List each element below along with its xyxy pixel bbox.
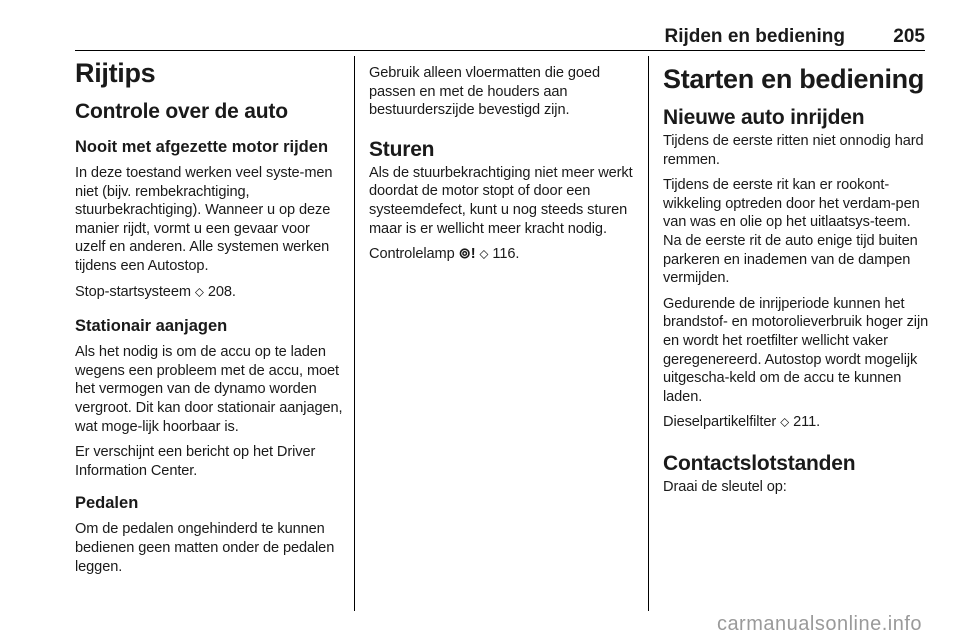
column-3 (663, 62, 931, 504)
paragraph: Gebruik alleen vloermatten die goed passen en met de houders aan bestuurderszijde bevestigd zijn. (369, 65, 600, 119)
heading-controle: Controle over de auto (75, 100, 288, 123)
section-title: Rijden en bediening (664, 26, 845, 47)
heading-sturen: Sturen (369, 137, 435, 161)
paragraph: Tijdens de eerste ritten niet onnodig hard remmen. (663, 133, 924, 168)
heading-starten: Starten en bediening (663, 64, 925, 94)
ref-label: Dieselpartikelfilter (663, 414, 777, 431)
paragraph: Er verschijnt een bericht op het Driver Information Center. (75, 444, 316, 479)
paragraph: Als de stuurbekrachtiging niet meer werkt doordat de motor stopt of door een systeemdefect, kunt u nog steeds sturen maar is er wellicht meer kracht nodig. (369, 164, 633, 237)
column-divider-2 (648, 56, 649, 611)
ref-page: 211. (793, 414, 821, 431)
ref-page: 208. (207, 283, 236, 300)
steering-warning-icon: ⊚! (458, 246, 476, 263)
ref-label: Stop-startsysteem (75, 283, 191, 300)
ref-label: Controlelamp (369, 246, 455, 263)
page-number: 205 (893, 26, 925, 47)
page-reference[interactable] (663, 413, 931, 432)
paragraph: In deze toestand werken veel syste-men niet (bijv. rembekrachtiging, stuurbekrachtiging). Wanneer u op deze manier rijdt, vormt u een gevaar voor uzelf en anderen. Alle systemen werken tijdens een Autostop. (75, 165, 333, 274)
column-divider-1 (354, 56, 355, 611)
column-1 (75, 56, 343, 583)
page-reference-arrow-icon: ⬦ (479, 246, 489, 262)
column-2 (369, 64, 637, 271)
heading-pedalen: Pedalen (75, 494, 139, 513)
heading-nooit: Nooit met afgezette motor rijden (75, 138, 329, 156)
heading-stationair: Stationair aanjagen (75, 317, 228, 336)
paragraph: Als het nodig is om de accu op te laden wegens een probleem met de accu, moet het vermogen van de dynamo worden vergroot. Dit kan door stationair aanjagen, wat moge-lijk hoorbaar is. (75, 344, 343, 435)
ref-page: 116. (492, 246, 520, 263)
page-reference[interactable] (75, 283, 343, 302)
heading-inrijden: Nieuwe auto inrijden (663, 106, 865, 129)
page-reference[interactable] (369, 245, 637, 264)
page-reference-arrow-icon: ⬦ (780, 414, 790, 430)
paragraph: Draai de sleutel op: (663, 478, 787, 495)
paragraph: Tijdens de eerste rit kan er rookont-wikkeling optreden door het verdam-pen van was en olie op het uitlaatsys-teem. Na de eerste rit de auto enige tijd buiten parkeren en inademen van de dampen vermijden. (663, 177, 920, 287)
running-header (75, 26, 925, 48)
watermark: carmanualsonline.info (716, 613, 922, 635)
paragraph: Om de pedalen ongehinderd te kunnen bedienen geen matten onder de pedalen leggen. (75, 521, 335, 575)
header-rule (75, 50, 925, 51)
paragraph: Gedurende de inrijperiode kunnen het brandstof- en motorolieverbruik hoger zijn en wordt het roetfilter wellicht vaker geregenereerd. Autostop wordt mogelijk uitgescha-keld om de accu te kunnen laden. (663, 295, 929, 405)
page-reference-arrow-icon: ⬦ (194, 283, 204, 299)
heading-contactslot: Contactslotstanden (663, 451, 856, 475)
heading-rijtips: Rijtips (75, 58, 156, 88)
